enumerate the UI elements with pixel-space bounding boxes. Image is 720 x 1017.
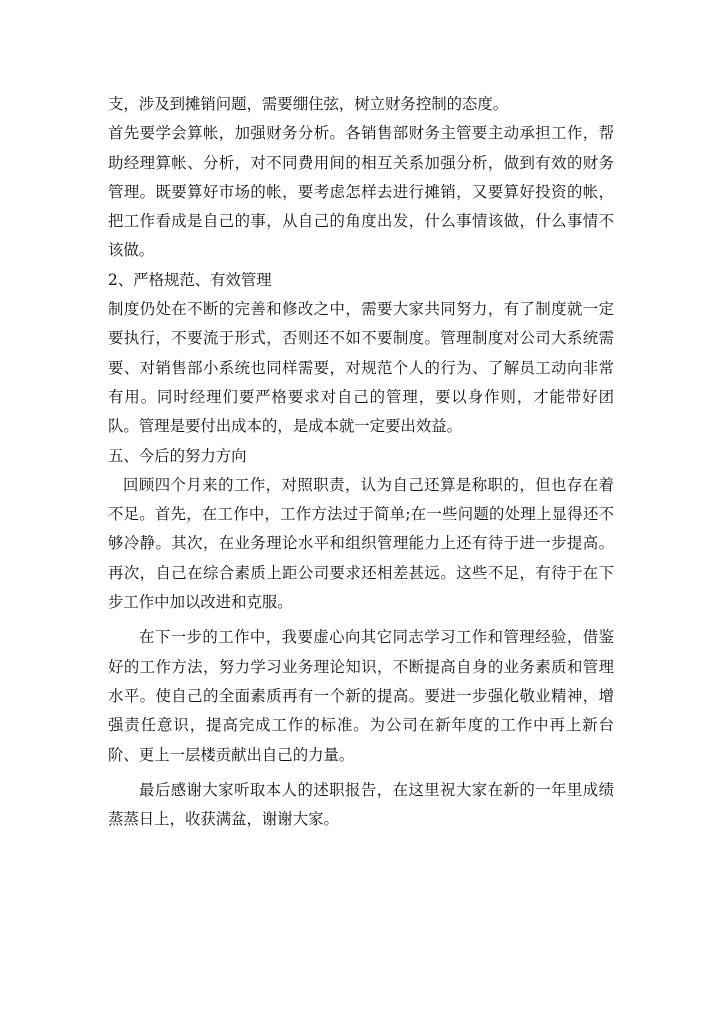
paragraph-management-system: 制度仍处在不断的完善和修改之中，需要大家共同努力，有了制度就一定要执行，不要流于形式，否则还不如不要制度。管理制度对公司大系统需要、对销售部小系统也同样需要，对规范个人的行为、了解员工动向非常有用。同时经理们要严格要求对自己的管理，要以身作则，才能带好团队。管理是要付出成本的，是成本就一定要出效益。	[108, 300, 614, 436]
paragraph-closing-thanks: 最后感谢大家听取本人的述职报告，在这里祝大家在新的一年里成绩蒸蒸日上，收获满盆，谢谢大家。	[108, 780, 614, 829]
paragraph-financial-control-attitude: 支，涉及到摊销问题，需要绷住弦，树立财务控制的态度。	[108, 95, 509, 113]
section-heading-future-direction: 五、今后的努力方向	[108, 446, 247, 465]
document-body	[108, 90, 614, 834]
paragraph-next-steps: 在下一步的工作中，我要虚心向其它同志学习工作和管理经验，借鉴好的工作方法，努力学习业务理论知识，不断提高自身的业务素质和管理水平。使自己的全面素质再有一个新的提高。要进一步强化敬业精神，增强责任意识，提高完成工作的标准。为公司在新年度的工作中再上新台阶、更上一层楼贡献出自己的力量。	[108, 628, 614, 764]
section-heading-strict-management: 2、严格规范、有效管理	[108, 270, 272, 289]
paragraph-review-shortcomings: 回顾四个月来的工作，对照职责，认为自己还算是称职的，但也存在着不足。首先，在工作中，工作方法过于简单;在一些问题的处理上显得还不够冷静。其次，在业务理论水平和组织管理能力上还有待于进一步提高。再次，自己在综合素质上距公司要求还相差甚远。这些不足，有待于在下步工作中加以改进和克服。	[108, 475, 614, 612]
paragraph-financial-analysis: 首先要学会算帐，加强财务分析。各销售部财务主管要主动承担工作，帮助经理算帐、分析，对不同费用间的相互关系加强分析，做到有效的财务管理。既要算好市场的帐，要考虑怎样去进行摊销，又要算好投资的帐，把工作看成是自己的事，从自己的角度出发，什么事情该做，什么事情不该做。	[108, 124, 614, 260]
